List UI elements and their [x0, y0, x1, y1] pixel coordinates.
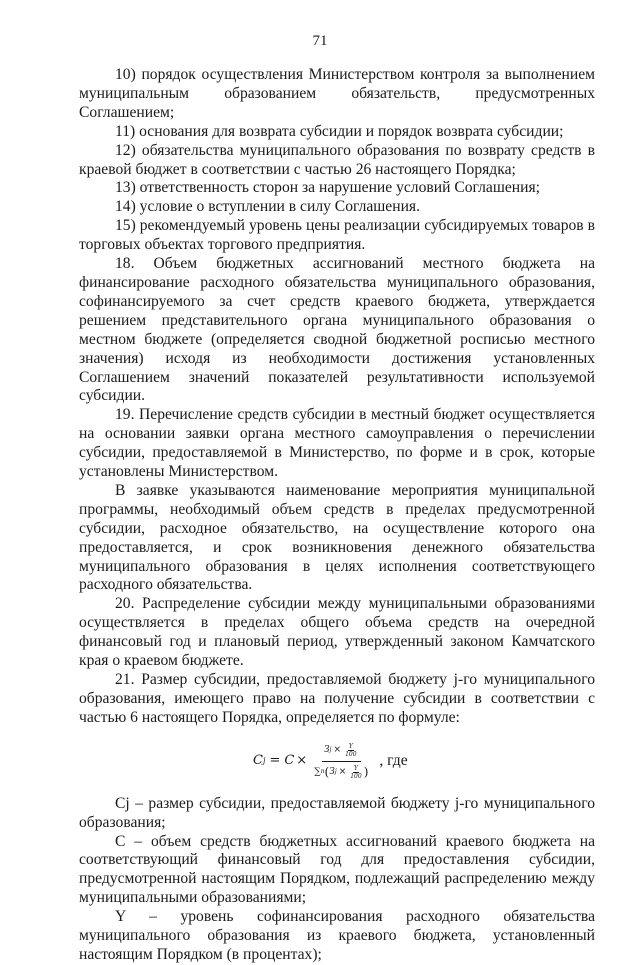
formula-den-hundred: 100: [350, 773, 362, 781]
formula-numerator: [322, 741, 360, 762]
formula-fraction: [312, 741, 370, 782]
formula-sum-sup: n: [320, 768, 325, 776]
formula-c: C: [284, 753, 295, 769]
paragraph: 11) основания для возврата субсидии и порядок возврата субсидии;: [115, 122, 564, 140]
formula-den-ratio: [350, 765, 361, 780]
formula-where: , где: [379, 752, 408, 770]
subsidy-formula: [79, 737, 595, 787]
document-body: [79, 66, 595, 965]
paragraph: 10) порядок осуществления Министерством контроля за выполнением муниципальным образованием обязательств, предусмотренных Соглашением;: [79, 66, 595, 121]
formula-den-y: Y: [353, 765, 358, 773]
formula-num-times: ×: [333, 745, 342, 756]
formula-denominator: ∑ n ( З j × $\frac{Y}{100}$ ): [314, 765, 369, 781]
paragraph: В заявке указываются наименование мероприятия муниципальной программы, необходимый объем средств в пределах предусмотренной субсидии, расходное обязательство, на осуществление которого она предоставляется, и срок возникновения денежного обязательства муниципального образования в целях исполнения соответствующего расходного обязательства.: [79, 481, 595, 594]
formula-num-sub: j: [329, 746, 332, 754]
formula-den-var: З: [329, 767, 335, 778]
formula-equals: =: [269, 753, 281, 769]
paragraph: Cj – размер субсидии, предоставляемой бюджету j-го муниципального образования;: [79, 794, 595, 831]
paragraph: 20. Распределение субсидии между муниципальными образованиями осуществляется в пределах общего объема средств на очередной финансовый год и плановый период, утвержденный законом Камчатского края о краевом бюджете.: [79, 595, 595, 670]
paragraph: 21. Размер субсидии, предоставляемой бюджету j-го муниципального образования, имеющего право на получение субсидии в соответствии с частью 6 настоящего Порядка, определяется по формуле:: [79, 671, 595, 726]
formula-num-ratio: [345, 743, 356, 758]
paragraph: C – объем средств бюджетных ассигнований краевого бюджета на соответствующий финансовый год для предоставления субсидии, предусмотренной настоящим Порядком, подлежащий распределению между муниципальными образованиями;: [79, 832, 595, 907]
formula-expression: [253, 741, 373, 782]
page-number: 71: [312, 33, 328, 49]
formula-num-hundred: 100: [345, 751, 357, 759]
formula-sum: ∑: [314, 767, 321, 778]
paragraph: 15) рекомендуемый уровень цены реализации субсидируемых товаров в торговых объектах торгового предприятия.: [79, 217, 595, 254]
paragraph: 14) условие о вступлении в силу Соглашения.: [115, 198, 420, 216]
paragraph: Y – уровень софинансирования расходного обязательства муниципального образования из краевого бюджета, установленный настоящим Порядком (в процентах);: [79, 908, 595, 963]
formula-den-sub: j: [334, 768, 337, 776]
paragraph: 13) ответственность сторон за нарушение условий Соглашения;: [115, 179, 540, 197]
paragraph: 12) обязательства муниципального образования по возврату средств в краевой бюджет в соответствии с частью 26 настоящего Порядка;: [79, 141, 595, 178]
formula-den-times: ×: [338, 767, 347, 778]
formula-num-y: Y: [348, 743, 353, 751]
formula-num-var: З: [324, 745, 330, 756]
formula-times: ×: [296, 753, 308, 769]
paragraph: 18. Объем бюджетных ассигнований местного бюджета на финансирование расходного обязательства муниципального образования, софинансируемого за счет средств краевого бюджета, утверждается решением представительного органа муниципального образования о местном бюджете (определяется сводной бюджетной росписью местного значения) исходя из необходимости достижения установленных Соглашением значений показателей результативности используемой субсидии.: [79, 255, 595, 405]
paragraph: 19. Перечисление средств субсидии в местный бюджет осуществляется на основании заявки органа местного самоуправления о перечислении субсидии, предоставляемой в Министерство, по форме и в срок, которые установлены Министерством.: [79, 406, 595, 481]
formula-lhs: C: [253, 753, 263, 769]
formula-lhs-sub: j: [262, 756, 266, 766]
